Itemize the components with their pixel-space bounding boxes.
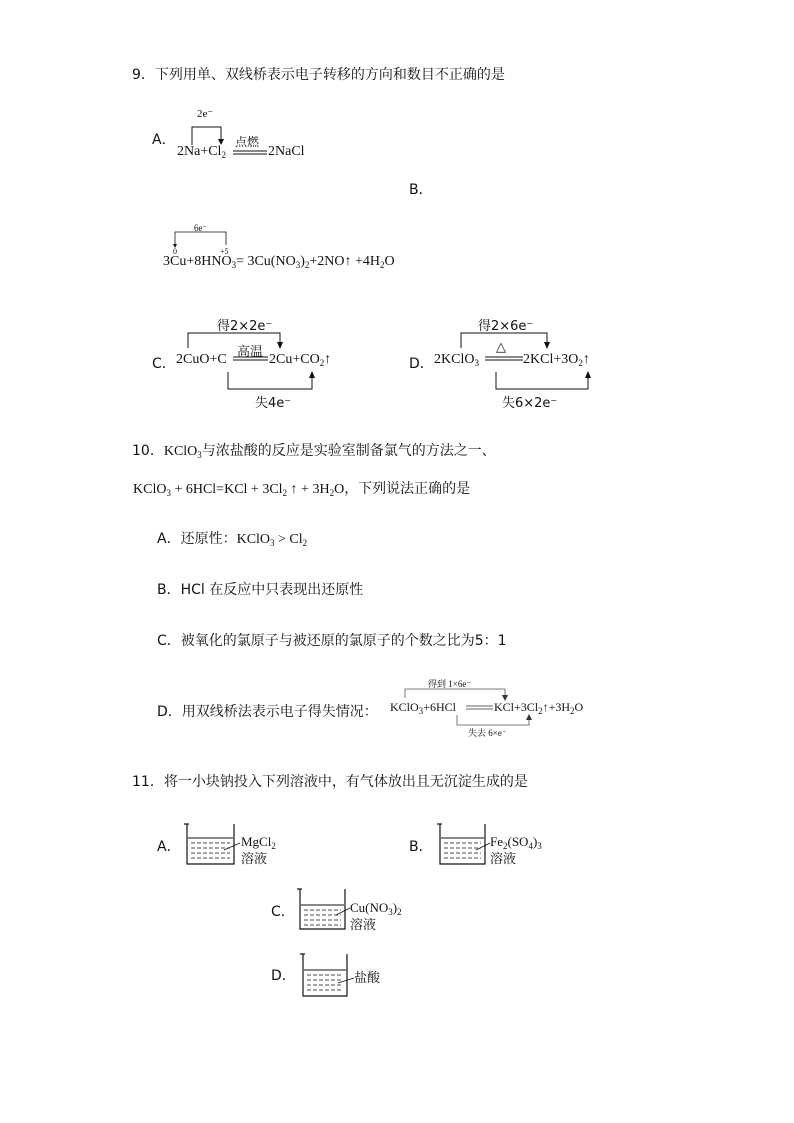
q11c-reagent: $Cu(NO_3)_2$ xyxy=(350,900,402,917)
q9b-arrow-label: 6e⁻ xyxy=(194,223,208,233)
beaker-a-icon xyxy=(184,824,240,864)
q9a-equation-right: 2NaCl xyxy=(268,144,305,159)
beaker-d-icon xyxy=(300,954,354,996)
q9c-loss-label: 失4e⁻ xyxy=(255,396,292,411)
q9a-condition: 点燃 xyxy=(235,135,260,149)
q11d-reagent: 盐酸 xyxy=(354,970,381,985)
q9b-ox-cu: 0 xyxy=(173,247,177,256)
q9c-gain-label: 得2×2e⁻ xyxy=(217,319,273,334)
q9-option-d: D． xyxy=(409,356,434,372)
q9d-equation-right: $2KCl+3O_2↑$ xyxy=(523,352,590,368)
q11b-reagent: $Fe_2(SO_4)_3$ xyxy=(490,834,542,851)
beaker-b-icon xyxy=(437,824,490,864)
q9d-loss-label: 失6×2e⁻ xyxy=(502,396,558,411)
q11a-reagent: MgCl$_2$ xyxy=(241,834,276,851)
q11a-solution: 溶液 xyxy=(241,851,268,866)
beaker-c-icon xyxy=(297,889,350,929)
q11-option-d: D． xyxy=(271,968,296,984)
q10d-equation-right: $KCl+3Cl_2↑+3H_2O$ xyxy=(494,700,584,716)
q9d-condition: △ xyxy=(496,340,506,355)
q9a-arrow-label: 2e⁻ xyxy=(197,108,214,120)
q9-option-c: C． xyxy=(152,356,176,372)
q11b-solution: 溶液 xyxy=(490,851,517,866)
q11-option-b: B． xyxy=(409,839,433,855)
q9-option-a: A． xyxy=(152,132,176,148)
q10-equation-line: KClO$_3$ + $6HCl=KCl + 3Cl_2$ ↑ + $3H_2O$，下列说法正确的是 xyxy=(133,481,471,498)
q9c-equation-left: 2CuO+C xyxy=(176,352,227,367)
q9c-condition: 高温 xyxy=(237,345,264,360)
q9-stem: 9．下列用单、双线桥表示电子转移的方向和数目不正确的是 xyxy=(132,67,505,83)
q9c-equation-right: $2Cu+CO_2↑$ xyxy=(269,352,332,368)
q10d-loss-label: 失去 6×e⁻ xyxy=(468,728,507,738)
q11-option-c: C． xyxy=(271,904,295,920)
q9d-equation-left: 2KClO$_3$ xyxy=(434,352,479,368)
q9-option-b: B． xyxy=(409,182,433,198)
q10d-equation: KClO$_3$+6HCl xyxy=(390,700,456,716)
q11-stem: 11．将一小块钠投入下列溶液中，有气体放出且无沉淀生成的是 xyxy=(132,774,528,790)
q10-option-d: D．用双线桥法表示电子得失情况： xyxy=(157,704,378,720)
q9a-equation-left: $2Na+Cl_2$ xyxy=(177,144,226,160)
q11c-solution: 溶液 xyxy=(350,917,377,932)
q9d-gain-label: 得2×6e⁻ xyxy=(478,319,534,334)
q11-option-a: A． xyxy=(157,839,181,855)
q10-stem: 10．KClO$_3$与浓盐酸的反应是实验室制备氯气的方法之一、 xyxy=(132,443,496,460)
q9b-ox-n: +5 xyxy=(220,247,229,256)
q10-option-c: C．被氧化的氯原子与被还原的氯原子的个数之比为5：1 xyxy=(157,633,507,649)
q10-option-b: B．HCl 在反应中只表现出还原性 xyxy=(157,582,364,598)
q9b-equation: $3Cu+8HNO_3=$ $3Cu(NO_3)_2+2NO↑ +4H_2O$ xyxy=(163,254,395,270)
q10d-gain-label: 得到 1×6e⁻ xyxy=(428,679,472,689)
q10-option-a: A．还原性：KClO$_3$ > $Cl_2$ xyxy=(157,531,308,548)
